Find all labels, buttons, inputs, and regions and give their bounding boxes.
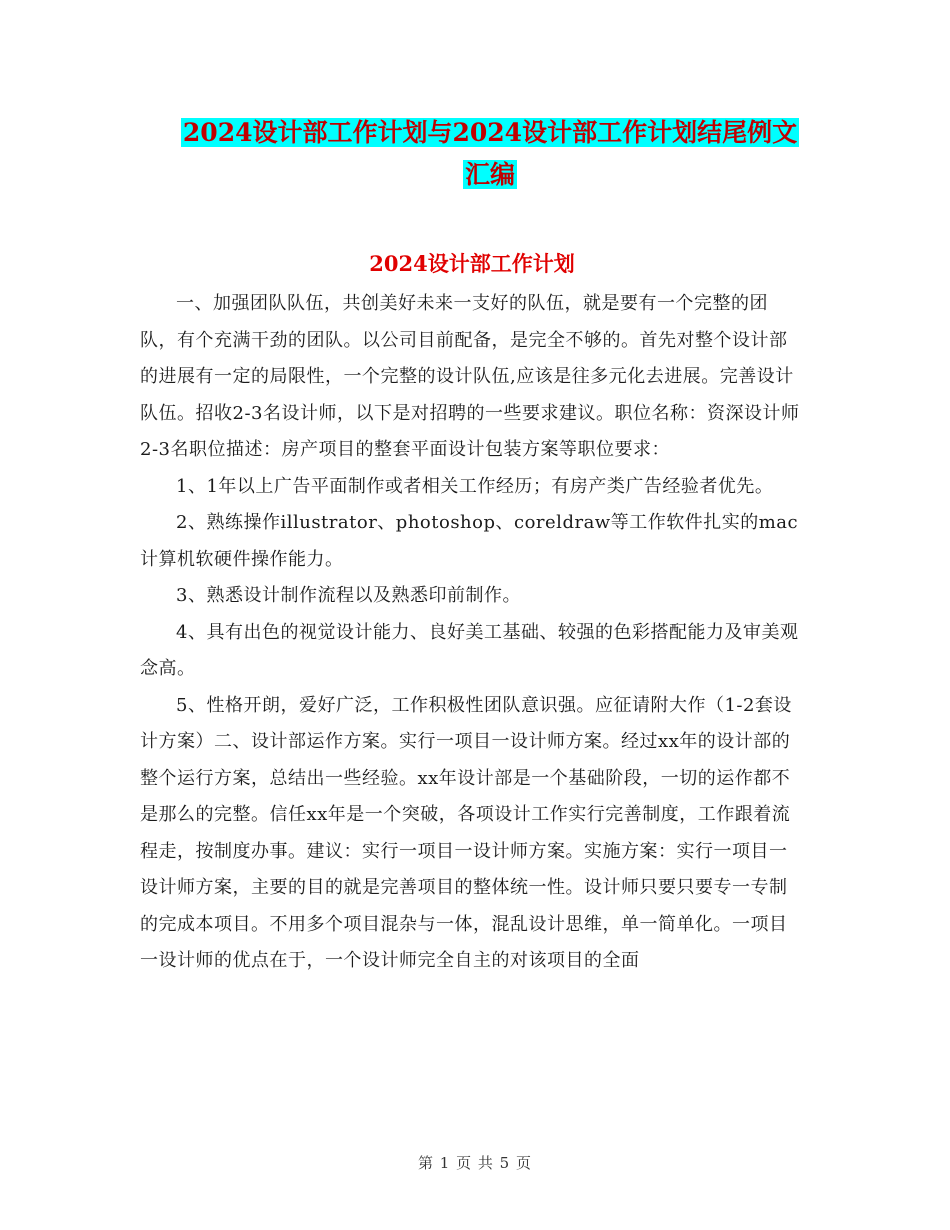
title-line-1: 2024设计部工作计划与2024设计部工作计划结尾例文 <box>182 118 798 147</box>
paragraph: 2、熟练操作illustrator、photoshop、coreldraw等工作软件扎实的mac计算机软硬件操作能力。 <box>140 512 799 570</box>
section-title: 2024设计部工作计划 <box>369 251 575 276</box>
body-text <box>140 286 804 980</box>
page-footer: 第 1 页 共 5 页 <box>418 1154 532 1172</box>
paragraph: 4、具有出色的视觉设计能力、良好美工基础、较强的色彩搭配能力及审美观念高。 <box>140 621 799 679</box>
paragraph: 5、性格开朗，爱好广泛，工作积极性团队意识强。应征请附大作（1-2套设计方案）二、设计部运作方案。实行一项目一设计师方案。经过xx年的设计部的整个运行方案，总结出一些经验。xx年设计部是一个基础阶段，一切的运作都不是那么的完整。信任xx年是一个突破，各项设计工作实行完善制度，工作跟着流程走，按制度办事。建议：实行一项目一设计师方案。实施方案：实行一项目一设计师方案，主要的目的就是完善项目的整体统一性。设计师只要只要专一专制的完成本项目。不用多个项目混杂与一体，混乱设计思维，单一简单化。一项目一设计师的优点在于，一个设计师完全自主的对该项目的全面 <box>140 694 792 971</box>
paragraph: 3、熟悉设计制作流程以及熟悉印前制作。 <box>176 585 521 606</box>
paragraph: 1、1年以上广告平面制作或者相关工作经历；有房产类广告经验者优先。 <box>176 475 774 497</box>
paragraph: 一、加强团队队伍，共创美好未来一支好的队伍，就是要有一个完整的团队，有个充满干劲的团队。以公司目前配备，是完全不够的。首先对整个设计部的进展有一定的局限性，一个完整的设计队伍,应该是往多元化去进展。完善设计队伍。招收2-3名设计师，以下是对招聘的一些要求建议。职位名称：资深设计师2-3名职位描述：房产项目的整套平面设计包装方案等职位要求： <box>140 293 800 460</box>
document-title <box>140 112 840 196</box>
title-line-2: 汇编 <box>464 160 515 189</box>
